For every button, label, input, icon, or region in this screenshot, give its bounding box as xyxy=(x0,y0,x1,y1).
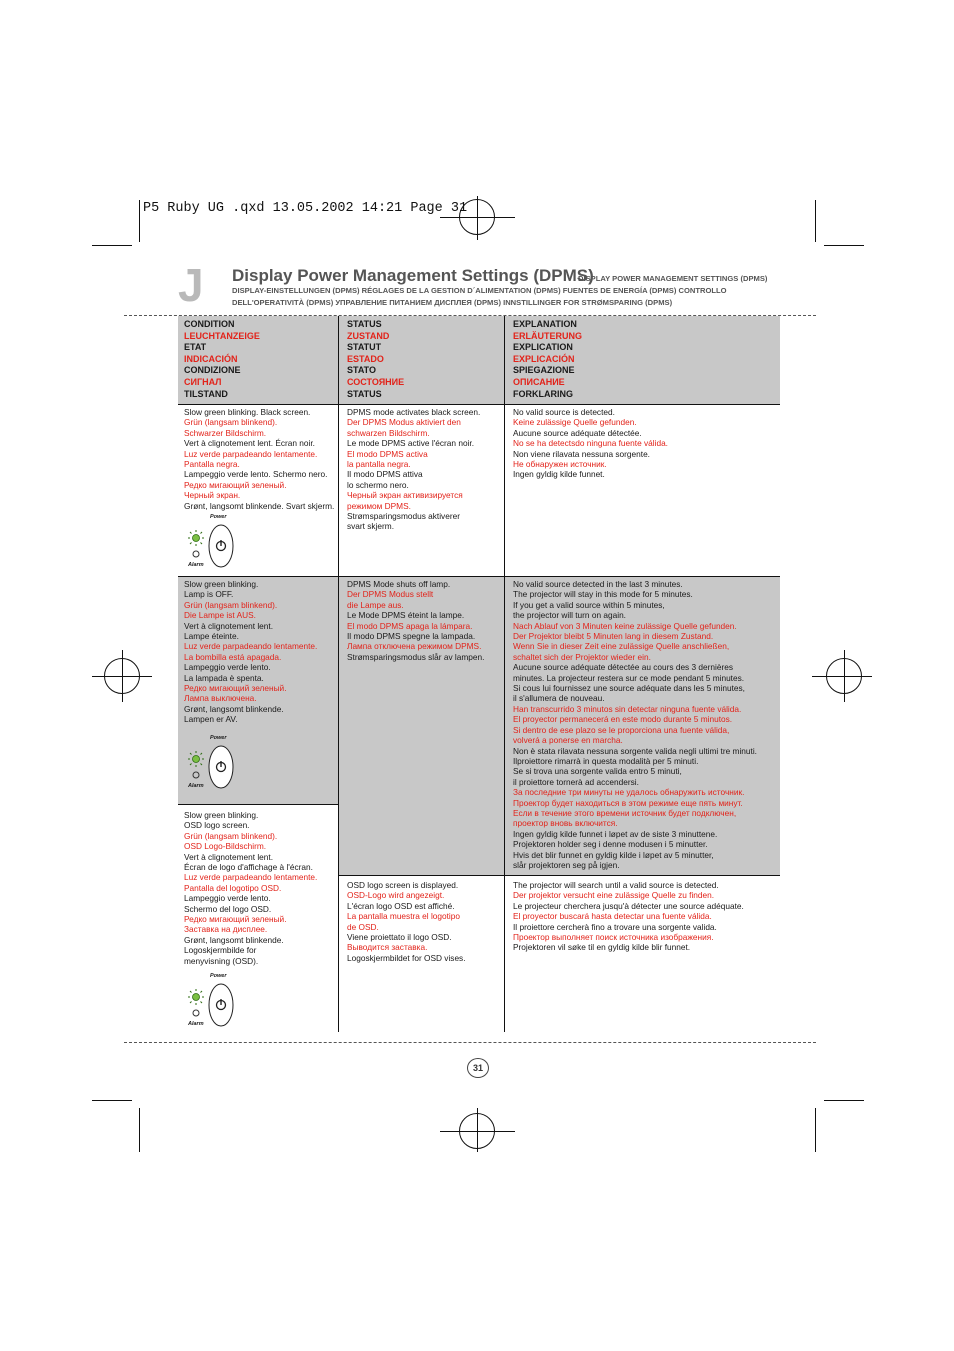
text-line: Non viene rilavata nessuna sorgente. xyxy=(513,448,650,459)
text-line: Luz verde parpadeando lentamente. xyxy=(184,872,318,883)
table-rule xyxy=(338,875,780,876)
text-line: Hvis det blir funnet en gyldig kilde i løpet av 5 minutter, xyxy=(513,849,714,860)
crop-mark xyxy=(824,245,864,246)
text-line: El proyector permanecerá en este modo durante 5 minutos. xyxy=(513,714,733,725)
text-line: DPMS mode activates black screen. xyxy=(347,407,481,417)
header-status xyxy=(347,319,404,400)
text-line: menyvisning (OSD). xyxy=(184,955,259,966)
row2-condition xyxy=(184,579,317,725)
text-line: Le projecteur cherchera jusqu'à détecter une source adéquate. xyxy=(513,900,744,911)
crop-mark xyxy=(92,245,132,246)
text-line: Черный экран. xyxy=(184,490,241,501)
table-rule xyxy=(178,404,780,405)
text-line: Schermo del logo OSD. xyxy=(184,903,272,914)
text-line: Der DPMS Modus stellt xyxy=(347,589,434,600)
row2-status xyxy=(347,579,484,662)
registration-mark xyxy=(477,1108,478,1152)
text-line: OSD-Logo wird angezeigt. xyxy=(347,890,445,901)
text-line: Lampen er AV. xyxy=(184,714,238,725)
text-line: Der projektor versucht eine zulässige Quelle zu finden. xyxy=(513,890,715,901)
text-line: STATUT xyxy=(347,342,382,353)
text-line: die Lampe aus. xyxy=(347,599,404,610)
text-line: Lampeggio verde lento. xyxy=(184,662,271,673)
row2-explanation xyxy=(513,579,757,870)
text-line: the projector will turn on again. xyxy=(513,610,626,621)
text-line: EXPLICATION xyxy=(513,342,573,353)
text-line: Le Mode DPMS éteint la lampe. xyxy=(347,610,465,621)
row3-status xyxy=(347,880,466,963)
table-rule xyxy=(178,576,780,577)
row3-condition xyxy=(184,810,317,966)
row1-condition xyxy=(184,407,334,511)
text-line: Viene proiettato il logo OSD. xyxy=(347,932,452,943)
text-line: STATUS xyxy=(347,388,382,399)
registration-mark xyxy=(122,650,123,702)
text-line: Luz verde parpadeando lentamente. xyxy=(184,448,318,459)
power-alarm-indicator xyxy=(182,735,242,795)
crop-mark xyxy=(92,1100,132,1101)
text-line: За последние три минуты не удалось обнаружить источник. xyxy=(513,787,745,798)
text-line: No valid source is detected. xyxy=(513,407,615,417)
text-line: Écran de logo d'affichage à l'écran. xyxy=(184,862,313,873)
print-slug: P5 Ruby UG .qxd 13.05.2002 14:21 Page 31 xyxy=(143,201,468,216)
text-line: Aucune source adéquate détectée. xyxy=(513,427,642,438)
text-line: minutes. La projecteur restera sur ce mode pendant 5 minutes. xyxy=(513,672,745,683)
text-line: Luz verde parpadeando lentamente. xyxy=(184,641,318,652)
alarm-label: Alarm xyxy=(188,1021,204,1027)
text-line: Strømsparingsmodus slår av lampen. xyxy=(347,651,485,662)
text-line: Wenn Sie in dieser Zeit eine zulässige Quelle anschließen, xyxy=(513,641,730,652)
page-subtitle-translations: DISPLAY-EINSTELLUNGEN (DPMS) RÉGLAGES DE LA GESTION D´ALIMENTATION (DPMS) FUENTES DE ENERGÍA (DPMS) CONTROLLO DELL'OPERATIVITÀ (DPMS) УПРАВЛЕНИЕ ПИТАНИЕМ ДИСПЛЕЯ (DPMS) INNSTILLINGER FOR STRØMSPARING (DPMS) xyxy=(232,286,727,307)
text-line: Grønt, langsomt blinkende. xyxy=(184,703,284,714)
text-line: EXPLICACIÓN xyxy=(513,353,575,364)
text-line: Лампа выключена. xyxy=(184,693,257,704)
text-line: schwarzen Bildschirm. xyxy=(347,427,430,438)
power-label: Power xyxy=(210,514,227,520)
text-line: El proyector buscará hasta detectar una fuente válida. xyxy=(513,911,712,922)
crop-mark xyxy=(824,1100,864,1101)
text-line: ERLÄUTERUNG xyxy=(513,330,582,341)
text-line: lo schermo nero. xyxy=(347,479,409,490)
text-line: Редко мигающий зеленый. xyxy=(184,914,287,925)
text-line: Strømsparingsmodus aktiverer xyxy=(347,511,460,522)
text-line: Grün (langsam blinkend). xyxy=(184,599,278,610)
text-line: Grün (langsam blinkend). xyxy=(184,417,278,428)
text-line: La bombilla está apagada. xyxy=(184,651,282,662)
text-line: Lampeggio verde lento. Schermo nero. xyxy=(184,469,328,480)
text-line: OSD Logo-Bildschirm. xyxy=(184,841,267,852)
dashed-rule xyxy=(124,1042,816,1043)
table-header xyxy=(178,316,780,404)
crop-mark xyxy=(139,200,140,242)
text-line: Si cous lui fournissez une source adéquate dans les 5 minutes, xyxy=(513,683,745,694)
text-line: LEUCHTANZEIGE xyxy=(184,330,260,341)
text-line: Grün (langsam blinkend). xyxy=(184,830,278,841)
text-line: If you get a valid source within 5 minutes, xyxy=(513,599,665,610)
text-line: El modo DPMS activa xyxy=(347,448,428,459)
text-line: Не обнаружен источник. xyxy=(513,459,607,470)
text-line: la pantalla negra. xyxy=(347,459,411,470)
text-line: Die Lampe ist AUS. xyxy=(184,610,256,621)
header-condition xyxy=(184,319,260,400)
text-line: il s'allumera de nouveau. xyxy=(513,693,605,704)
text-line: Nach Ablauf von 3 Minuten keine zulässige Quelle gefunden. xyxy=(513,620,737,631)
text-line: The projector will stay in this mode for 5 minutes. xyxy=(513,589,693,600)
text-line: Grønt, langsomt blinkende. xyxy=(184,934,284,945)
text-line: slår projektoren seg på igjen. xyxy=(513,859,620,870)
power-alarm-indicator xyxy=(182,514,242,574)
text-line: Выводится заставка. xyxy=(347,942,428,953)
alarm-label: Alarm xyxy=(188,562,204,568)
text-line: Il modo DPMS attiva xyxy=(347,469,423,480)
text-line: CONDITION xyxy=(184,319,235,329)
page-number: 31 xyxy=(467,1058,489,1078)
text-line: Projektoren holder seg i denne modusen i 5 minutter. xyxy=(513,839,708,850)
text-line: L'écran logo OSD est affiché. xyxy=(347,900,455,911)
text-line: Pantalla negra. xyxy=(184,459,240,470)
text-line: schaltet sich der Projektor wieder ein. xyxy=(513,651,651,662)
text-line: Lampeggio verde lento. xyxy=(184,893,271,904)
text-line: STATUS xyxy=(347,319,382,329)
text-line: Pantalla del logotipo OSD. xyxy=(184,882,282,893)
crop-mark xyxy=(815,200,816,242)
text-line: Schwarzer Bildschirm. xyxy=(184,427,267,438)
text-line: Il proiettore cercherà fino a trovare una sorgente valida. xyxy=(513,921,717,932)
text-line: DPMS Mode shuts off lamp. xyxy=(347,579,451,589)
text-line: режимом DPMS. xyxy=(347,500,411,511)
text-line: Aucune source adéquate détectée au cours des 3 dernières xyxy=(513,662,734,673)
text-line: EXPLANATION xyxy=(513,319,577,329)
text-line: de OSD. xyxy=(347,921,379,932)
power-label: Power xyxy=(210,973,227,979)
text-line: Slow green blinking. Black screen. xyxy=(184,407,311,417)
row1-explanation xyxy=(513,407,668,480)
registration-mark xyxy=(477,196,478,240)
registration-mark xyxy=(844,650,845,702)
power-label: Power xyxy=(210,735,227,741)
text-line: Редко мигающий зеленый. xyxy=(184,479,287,490)
text-line: The projector will search until a valid source is detected. xyxy=(513,880,719,890)
text-line: FORKLARING xyxy=(513,388,573,399)
text-line: Lampe éteinte. xyxy=(184,631,239,642)
text-line: Лампа отключена режимом DPMS. xyxy=(347,641,482,652)
text-line: Il modo DPMS spegne la lampada. xyxy=(347,631,476,642)
text-line: Vert à clignotement lent. xyxy=(184,851,274,862)
text-line: OSD logo screen is displayed. xyxy=(347,880,459,890)
text-line: СИГНАЛ xyxy=(184,376,222,387)
text-line: Ingen gyldig kilde funnet. xyxy=(513,469,605,480)
text-line: Заставка на дисплее. xyxy=(184,924,268,935)
text-line: Lamp is OFF. xyxy=(184,589,234,600)
text-line: СОСТОЯНИЕ xyxy=(347,376,405,387)
text-line: Slow green blinking. xyxy=(184,810,259,820)
text-line: Logoskjermbilde for xyxy=(184,945,257,956)
text-line: Vert à clignotement lent. xyxy=(184,620,274,631)
text-line: Projektoren vil søke til en gyldig kilde blir funnet. xyxy=(513,942,691,953)
text-line: ETAT xyxy=(184,342,207,353)
text-line: Проектор будет находиться в этом режиме еще пять минут. xyxy=(513,797,743,808)
text-line: No se ha detectsdo ninguna fuente válida. xyxy=(513,438,668,449)
text-line: El modo DPMS apaga la lámpara. xyxy=(347,620,473,631)
text-line: No valid source detected in the last 3 minutes. xyxy=(513,579,683,589)
text-line: Keine zulässige Quelle gefunden. xyxy=(513,417,637,428)
text-line: STATO xyxy=(347,365,376,376)
registration-mark xyxy=(812,676,872,677)
text-line: Le mode DPMS active l'écran noir. xyxy=(347,438,475,449)
text-line: Si dentro de ese plazo se le proporciona una fuente válida, xyxy=(513,724,730,735)
crop-mark xyxy=(139,1108,140,1152)
crop-mark xyxy=(815,1108,816,1152)
text-line: Ilproiettore rimarrà in questa modalità per 5 minuti. xyxy=(513,755,699,766)
header-explanation xyxy=(513,319,582,400)
row3-explanation xyxy=(513,880,744,953)
section-letter: J xyxy=(178,259,204,311)
text-line: CONDIZIONE xyxy=(184,365,241,376)
row1-status xyxy=(347,407,480,532)
text-line: La pantalla muestra el logotipo xyxy=(347,911,461,922)
text-line: Vert à clignotement lent. Écran noir. xyxy=(184,438,315,449)
text-line: TILSTAND xyxy=(184,388,228,399)
text-line: ESTADO xyxy=(347,353,384,364)
text-line: Non è stata rilavata nessuna sorgente valida negli ultimi tre minuti. xyxy=(513,745,757,756)
text-line: Slow green blinking. xyxy=(184,579,259,589)
page-subtitle: DISPLAY POWER MANAGEMENT SETTINGS (DPMS) xyxy=(578,274,768,283)
text-line: volverá a ponerse en marcha. xyxy=(513,735,623,746)
text-line: Se si trova una sorgente valida entro 5 minuti, xyxy=(513,766,682,777)
text-line: Ingen gyldig kilde funnet i løpet av de siste 3 minuttene. xyxy=(513,828,718,839)
text-line: La lampada è spenta. xyxy=(184,672,264,683)
text-line: Han transcurrido 3 minutos sin detectar ninguna fuente válida. xyxy=(513,703,742,714)
text-line: ОПИСАНИЕ xyxy=(513,376,565,387)
text-line: ZUSTAND xyxy=(347,330,390,341)
text-line: Grønt, langsomt blinkende. Svart skjerm. xyxy=(184,500,335,511)
page-title: Display Power Management Settings (DPMS) xyxy=(232,266,594,285)
text-line: Logoskjermbildet for OSD vises. xyxy=(347,952,466,963)
table-rule xyxy=(178,804,338,805)
text-line: проектор вновь включится. xyxy=(513,818,618,829)
alarm-label: Alarm xyxy=(188,783,204,789)
column-divider xyxy=(338,316,339,1032)
text-line: OSD logo screen. xyxy=(184,820,250,831)
text-line: Редко мигающий зеленый. xyxy=(184,683,287,694)
text-line: Если в течение этого времени источник будет подключен, xyxy=(513,807,737,818)
text-line: il proiettore tornerà ad accendersi. xyxy=(513,776,639,787)
text-line: Проектор выполняет поиск источника изображения. xyxy=(513,932,714,943)
column-divider xyxy=(504,316,505,1032)
text-line: Der DPMS Modus aktiviert den xyxy=(347,417,461,428)
text-line: INDICACIÓN xyxy=(184,353,238,364)
text-line: Черный экран активизируется xyxy=(347,490,463,501)
text-line: Der Projektor bleibt 5 Minuten lang in diesem Zustand. xyxy=(513,631,714,642)
text-line: svart skjerm. xyxy=(347,521,395,532)
power-alarm-indicator xyxy=(182,973,242,1033)
text-line: SPIEGAZIONE xyxy=(513,365,575,376)
